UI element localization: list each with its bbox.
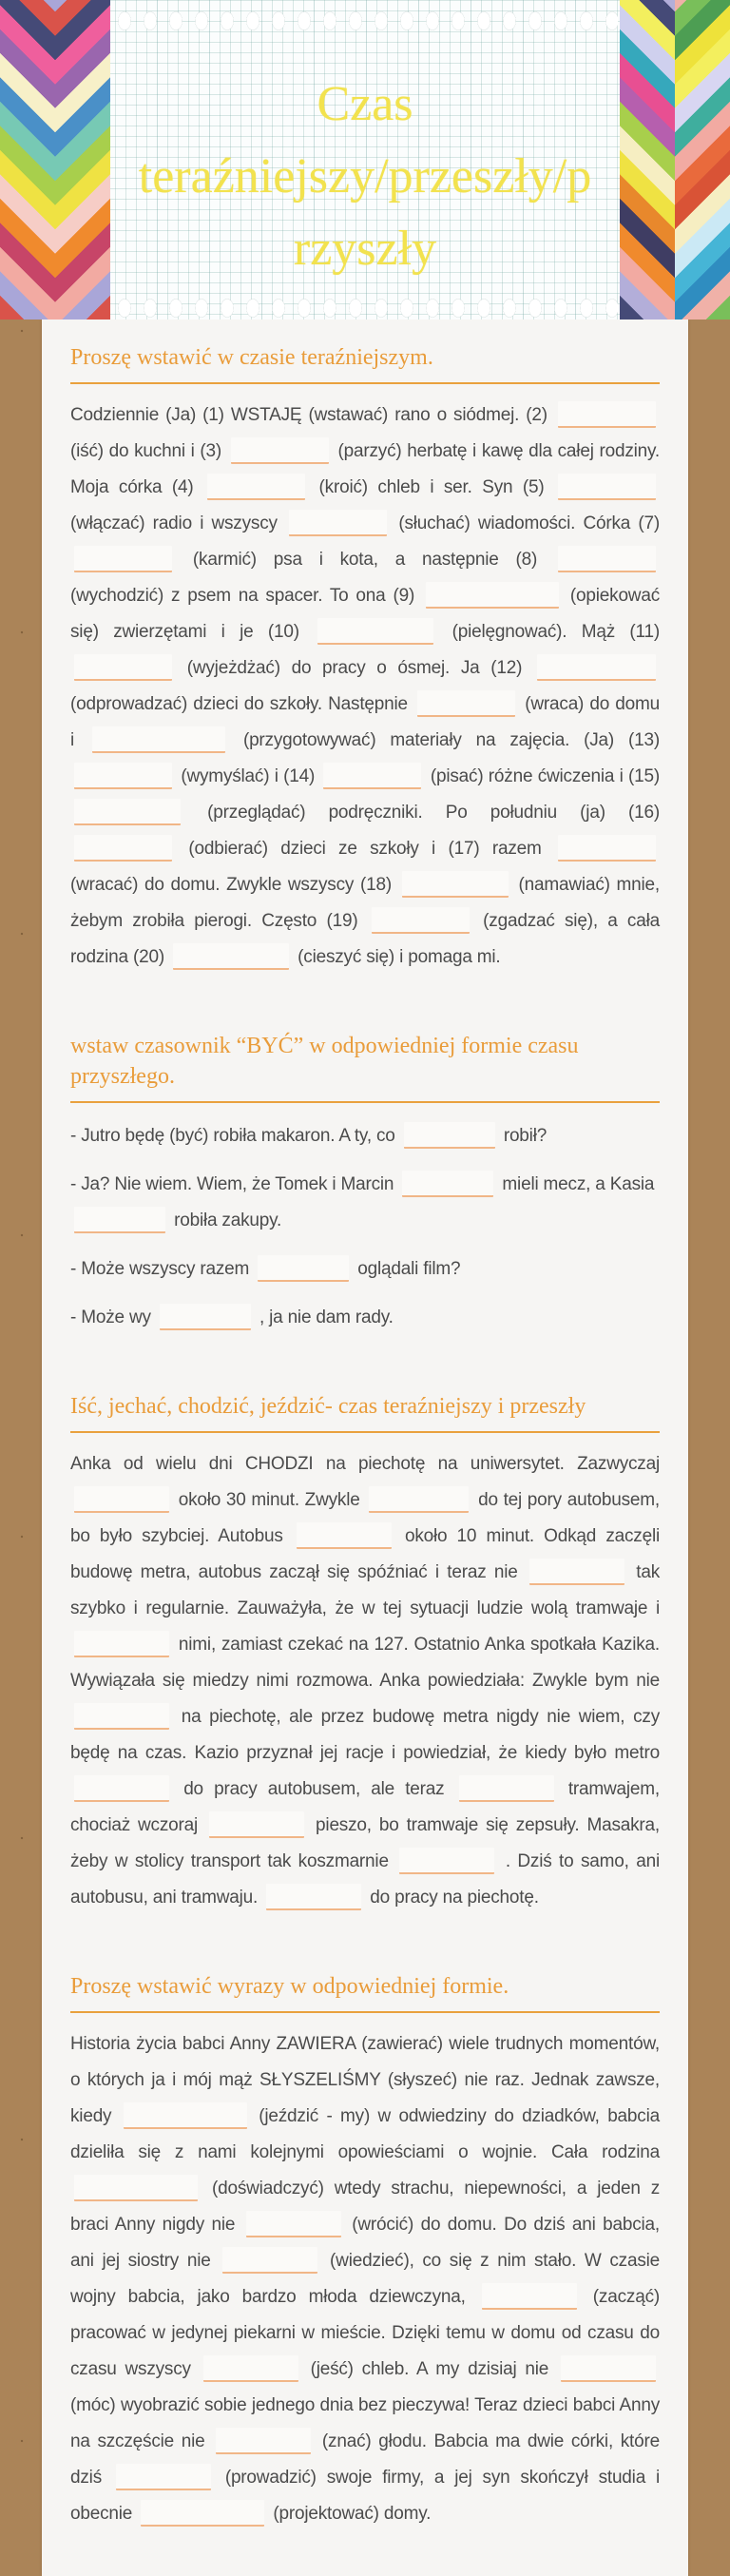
fill-blank-input[interactable] xyxy=(124,2102,247,2129)
fill-blank-input[interactable] xyxy=(529,1559,624,1585)
fill-blank-input[interactable] xyxy=(369,1486,469,1513)
fill-blank-input[interactable] xyxy=(74,799,181,825)
scallop-border-top xyxy=(112,10,618,32)
section-motion-verbs xyxy=(70,1391,660,1916)
section-future-byc xyxy=(70,1031,660,1336)
fill-blank-input[interactable] xyxy=(216,2428,311,2454)
heading-underline xyxy=(70,1431,660,1433)
fill-blank-input[interactable] xyxy=(207,474,305,500)
chevron-stripes xyxy=(0,0,55,320)
fill-blank-input[interactable] xyxy=(116,2464,211,2490)
dialog-line: - Ja? Nie wiem. Wiem, że Tomek i Marcin mieli mecz, a Kasia robiła zakupy. xyxy=(70,1167,660,1239)
fill-blank-input[interactable] xyxy=(209,1811,304,1838)
fill-blank-input[interactable] xyxy=(399,1848,494,1874)
fill-blank-input[interactable] xyxy=(402,871,509,898)
fill-blank-input[interactable] xyxy=(173,943,289,970)
fill-paragraph: Anka od wielu dni CHODZI na piechotę na uniwersytet. Zazwyczaj około 30 minut. Zwykle do tej pory autobusem, bo było szybciej. Autobus około 10 minut. Odkąd zaczęli budowę metra, autobus zaczął się spóźniać i teraz nie tak szybko i regularnie. Zauważyła, że w tej sytuacji ludzie wolą tramwaje i nimi, zamiast czekać na 127. Ostatnio Anka spotkała Kazika. Wywiązała się miedzy nimi rozmowa. Anka powiedziała: Zwykle bym nie na piechotę, ale przez budowę metra nigdy nie wiem, czy będę na czas. Kazio przyznał jej racje i powiedział, że kiedy było metro do pracy autobusem, ale teraz tramwajem, chociaż wczoraj pieszo, bo tramwaje się zepsuły. Masakra, żeby w stolicy transport tak koszmarnie . Dziś to samo, ani autobusu, ani tramwaju. do pracy na piechotę. xyxy=(70,1446,660,1916)
section-correct-form xyxy=(70,1971,660,2532)
fill-blank-input[interactable] xyxy=(74,1207,165,1233)
fill-blank-input[interactable] xyxy=(558,401,656,428)
fill-blank-input[interactable] xyxy=(74,2175,198,2201)
fill-blank-input[interactable] xyxy=(317,618,433,645)
fill-blank-input[interactable] xyxy=(74,546,172,572)
fill-paragraph: Historia życia babci Anny ZAWIERA (zawierać) wiele trudnych momentów, o których ja i mój mąż SŁYSZELIŚMY (słyszeć) nie raz. Jednak zawsze, kiedy (jeździć - my) w odwiedziny do dziadków, babcia dzieliła się z nami kolejnymi opowieściami o wojnie. Cała rodzina (doświadczyć) wtedy strachu, niepewności, a jeden z braci Anny nigdy nie (wrócić) do domu. Do dziś ani babcia, ani jej siostry nie (wiedzieć), co się z nim stało. W czasie wojny babcia, jako bardzo młoda dziewczyna, (zacząć) pracować w jedynej piekarni w mieście. Dzięki temu w domu od czasu do czasu wszyscy (jeść) chleb. A my dzisiaj nie (móc) wyobrazić sobie jednego dnia bez pieczywa! Teraz dzieci babci Anny na szczęście nie (znać) głodu. Babcia ma dwie córki, które dziś (prowadzić) swoje firmy, a jej syn skończył studia i obecnie (projektować) domy. xyxy=(70,2026,660,2532)
fill-blank-input[interactable] xyxy=(537,654,656,681)
fill-blank-input[interactable] xyxy=(297,1522,392,1549)
fill-paragraph: Codziennie (Ja) (1) WSTAJĘ (wstawać) rano o siódmej. (2) (iść) do kuchni i (3) (parzyć) herbatę i kawę dla całej rodziny. Moja córka (4) (kroić) chleb i ser. Syn (5) (włączać) radio i wszyscy (słuchać) wiadomości. Córka (7) (karmić) psa i kota, a następnie (8) (wychodzić) z psem na spacer. To ona (9) (opiekować się) zwierzętami i je (10) (pielęgnować). Mąż (11) (wyjeżdżać) do pracy o ósmej. Ja (12) (odprowadzać) dzieci do szkoły. Następnie (wraca) do domu i (przygotowywać) materiały na zajęcia. (Ja) (13) (wymyślać) i (14) (pisać) różne ćwiczenia i (15) (przeglądać) podręczniki. Po południu (ja) (16) (odbierać) dzieci ze szkoły i (17) razem (wracać) do domu. Zwykle wszyscy (18) (namawiać) mnie, żebym zrobiła pierogi. Często (19) (zgadzać się), a cała rodzina (20) (cieszyć się) i pomaga mi. xyxy=(70,397,660,976)
worksheet-title-line: rzyszły xyxy=(293,222,437,276)
fill-blank-input[interactable] xyxy=(246,2211,341,2237)
fill-blank-input[interactable] xyxy=(482,2283,577,2310)
worksheet-title xyxy=(61,68,669,285)
section-heading: Iść, jechać, chodzić, jeździć- czas teraźniejszy i przeszły xyxy=(70,1394,586,1419)
fill-blank-input[interactable] xyxy=(426,582,559,609)
fill-blank-input[interactable] xyxy=(222,2247,317,2274)
fill-blank-input[interactable] xyxy=(74,1631,169,1657)
section-heading: Proszę wstawić wyrazy w odpowiedniej formie. xyxy=(70,1974,509,1999)
heading-underline xyxy=(70,382,660,384)
fill-blank-input[interactable] xyxy=(74,1703,169,1730)
heading-underline xyxy=(70,1101,660,1103)
fill-blank-input[interactable] xyxy=(372,907,470,934)
fill-blank-input[interactable] xyxy=(258,1255,349,1282)
fill-blank-input[interactable] xyxy=(74,654,172,681)
dialog-line: - Jutro będę (być) robiła makaron. A ty, co robił? xyxy=(70,1118,660,1154)
fill-blank-input[interactable] xyxy=(266,1884,361,1910)
fill-blank-input[interactable] xyxy=(558,474,656,500)
fill-blank-input[interactable] xyxy=(323,763,421,789)
fill-blank-input[interactable] xyxy=(289,510,387,536)
dialog-line: - Może wy , ja nie dam rady. xyxy=(70,1300,660,1336)
dialog-exercise xyxy=(70,1118,660,1336)
heading-underline xyxy=(70,2011,660,2013)
fill-blank-input[interactable] xyxy=(74,835,172,862)
fill-blank-input[interactable] xyxy=(74,763,172,789)
fill-blank-input[interactable] xyxy=(459,1775,554,1802)
fill-blank-input[interactable] xyxy=(558,835,656,862)
fill-blank-input[interactable] xyxy=(92,726,225,753)
section-present-tense xyxy=(70,342,660,976)
fill-blank-input[interactable] xyxy=(160,1304,251,1330)
section-heading: Proszę wstawić w czasie teraźniejszym. xyxy=(70,345,433,370)
fill-blank-input[interactable] xyxy=(74,1775,169,1802)
fill-blank-input[interactable] xyxy=(561,2355,656,2382)
worksheet-header xyxy=(0,0,730,320)
worksheet-title-line: teraźniejszy/przeszły/p xyxy=(138,149,592,203)
worksheet-title-line: Czas xyxy=(317,77,413,131)
fill-blank-input[interactable] xyxy=(141,2500,264,2527)
section-heading: wstaw czasownik “BYĆ” w odpowiedniej formie czasu przyszłego. xyxy=(70,1034,579,1089)
fill-blank-input[interactable] xyxy=(74,1486,169,1513)
fill-blank-input[interactable] xyxy=(402,1171,493,1197)
fill-blank-input[interactable] xyxy=(203,2355,298,2382)
fill-blank-input[interactable] xyxy=(404,1122,495,1149)
dialog-line: - Może wszyscy razem oglądali film? xyxy=(70,1251,660,1288)
scallop-border-bottom xyxy=(112,297,618,320)
fill-blank-input[interactable] xyxy=(417,690,515,717)
fill-blank-input[interactable] xyxy=(231,437,329,464)
chevron-stripes xyxy=(675,0,730,320)
worksheet-card xyxy=(42,320,688,2576)
fill-blank-input[interactable] xyxy=(558,546,656,572)
